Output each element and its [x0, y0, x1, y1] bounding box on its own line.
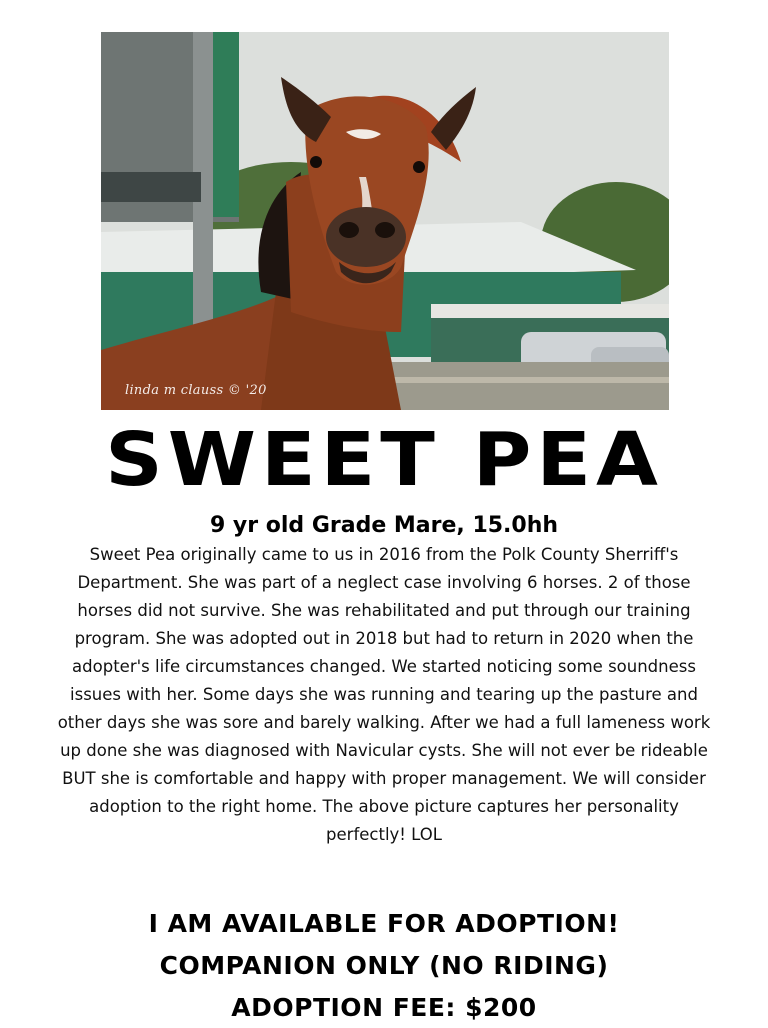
companion-only-callout: COMPANION ONLY (NO RIDING): [159, 951, 609, 980]
available-callout: I AM AVAILABLE FOR ADOPTION!: [148, 909, 620, 938]
photo-watermark: linda m clauss © '20: [125, 383, 267, 398]
horse-photo: [101, 32, 669, 410]
horse-photo-illustration: [101, 32, 669, 410]
horse-details: 9 yr old Grade Mare, 15.0hh: [209, 513, 559, 538]
adoption-fee-callout: ADOPTION FEE: $200: [231, 993, 537, 1022]
horse-story-text: Sweet Pea originally came to us in 2016 from the Polk County Sherriff's Department. She was part of a neglect case involving 6 horses. 2 of those horses did not survive. She was rehabilitated and put through our training program. She was adopted out in 2018 but had to return in 2020 when the adopter's life circumstances changed. We started noticing some soundness issues with her. Some days she was running and tearing up the pasture and other days she was sore and barely walking. After we had a full lameness work up done she was diagnosed with Navicular cysts. She will not ever be rideable BUT she is comfortable and happy with proper management. We will consider adoption to the right home. The above picture captures her personality perfectly! LOL: [57, 545, 711, 844]
horse-name-title: SWEET PEA: [105, 416, 663, 503]
